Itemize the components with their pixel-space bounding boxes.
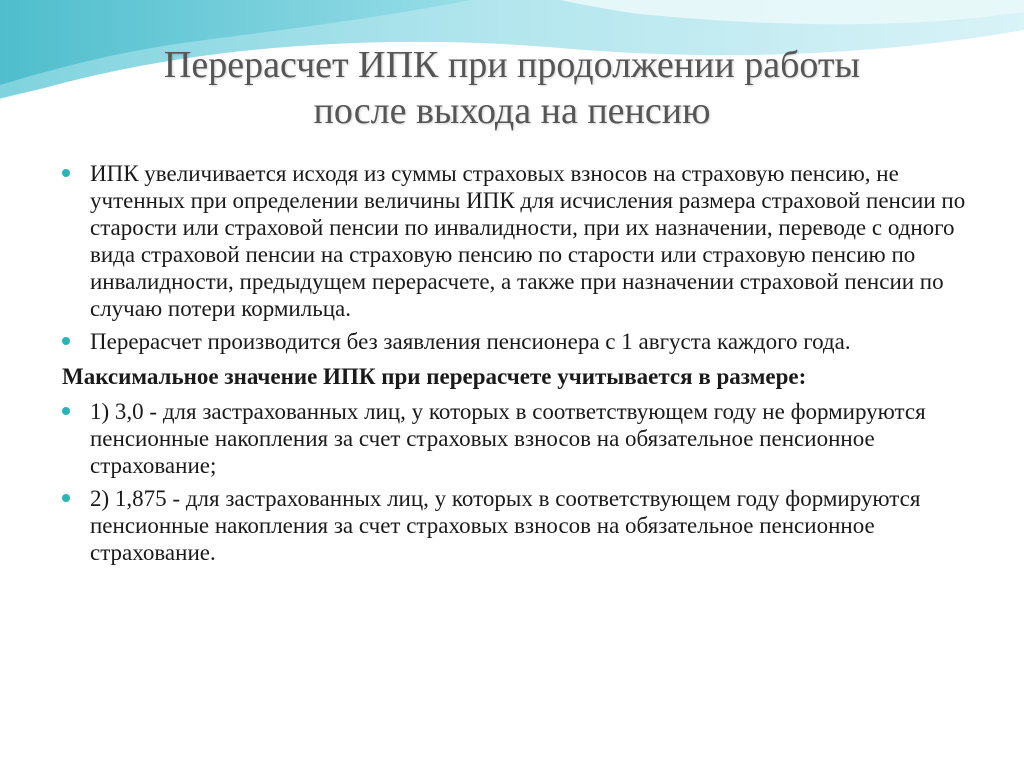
list-item-text: Перерасчет производится без заявления пенсионера с 1 августа каждого года. [90, 329, 851, 354]
list-item-text: 2) 1,875 - для застрахованных лиц, у которых в соответствующем году формируются пенсионные накопления за счет страховых взносов на обязательное пенсионное страхование. [90, 486, 921, 565]
slide-title [0, 42, 1024, 134]
dot-icon [62, 337, 70, 345]
list-item-text: ИПК увеличивается исходя из суммы страховых взносов на страховую пенсию, не учтенных при определении величины ИПК для исчисления размера страховой пенсии по старости или страховой пенсии по инвалидности, при их назначении, переводе с одного вида страховой пенсии на страховую пенсию по старости или страховую пенсию по инвалидности, предыдущем перерасчете, а также при назначении страховой пенсии по случаю потери кормильца. [90, 161, 966, 321]
dot-icon [62, 407, 70, 415]
list-item [62, 485, 982, 566]
list-item [62, 328, 982, 355]
section-heading: Максимальное значение ИПК при перерасчете учитывается в размере: [62, 364, 807, 389]
dot-icon [62, 494, 70, 502]
list-item-text: 1) 3,0 - для застрахованных лиц, у которых в соответствующем году не формируются пенсионные накопления за счет страховых взносов на обязательное пенсионное страхование; [90, 399, 926, 478]
slide-content [62, 160, 982, 572]
title-line-1: Перерасчет ИПК при продолжении работы [163, 44, 861, 86]
dot-icon [62, 169, 70, 177]
title-line-2: после выхода на пенсию [313, 90, 711, 132]
list-item [62, 398, 982, 479]
list-item [62, 160, 982, 322]
